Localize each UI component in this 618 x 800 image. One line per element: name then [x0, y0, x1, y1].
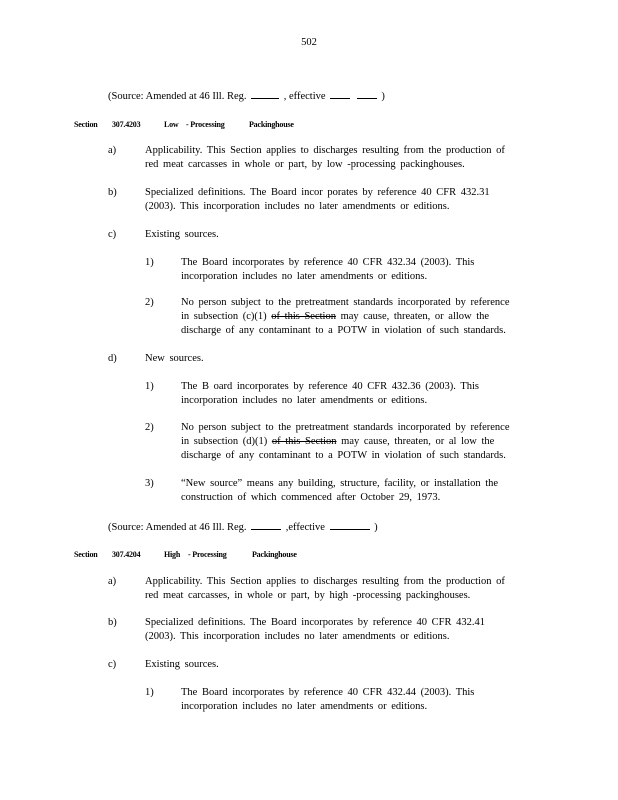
- subsection-label: c): [108, 229, 117, 240]
- section-title: Packinghouse: [249, 120, 294, 129]
- item-label: 3): [145, 478, 154, 489]
- paragraph-line: discharge of any contaminant to a POTW in violation of such standards.: [181, 325, 506, 336]
- paragraph-line: (2003). This incorporation includes no later amendments or editions.: [145, 201, 450, 212]
- subsection-label: a): [108, 145, 117, 156]
- paragraph-line: Existing sources.: [145, 659, 219, 670]
- struck-text: of this Section: [271, 436, 337, 447]
- section-number: 307.4203: [112, 120, 141, 129]
- paragraph-line: Specialized definitions. The Board incor porates by reference 40 CFR 432.31: [145, 187, 490, 198]
- page-number: 502: [301, 37, 317, 48]
- line-text: in subsection (d)(1): [181, 436, 268, 447]
- paragraph-line: [181, 435, 494, 449]
- blank-line: [330, 519, 370, 530]
- paragraph-line: discharge of any contaminant to a POTW in violation of such standards.: [181, 450, 506, 461]
- subsection-label: b): [108, 187, 117, 198]
- section-title: High: [164, 550, 181, 559]
- paragraph-line: New sources.: [145, 353, 204, 364]
- line-text: may cause, threaten, or allow the: [340, 311, 490, 322]
- source-effective: ,effective: [285, 522, 325, 533]
- struck-text: of this Section: [271, 311, 336, 322]
- paragraph-line: incorporation includes no later amendments or editions.: [181, 395, 428, 406]
- blank-line: [357, 88, 377, 99]
- paragraph-line: red meat carcasses, in whole or part, by high -processing packinghouses.: [145, 590, 471, 601]
- paragraph-line: construction of which commenced after October 29, 1973.: [181, 492, 441, 503]
- paragraph-line: “New source” means any building, structure, facility, or installation the: [181, 478, 499, 489]
- subsection-label: b): [108, 617, 117, 628]
- section-title: - Processing: [186, 120, 225, 129]
- item-label: 2): [145, 297, 154, 308]
- blank-line: [251, 88, 279, 99]
- line-text: may cause, threaten, or al low the: [341, 436, 495, 447]
- paragraph-line: incorporation includes no later amendments or editions.: [181, 701, 428, 712]
- item-label: 1): [145, 381, 154, 392]
- section-label: Section: [74, 550, 98, 559]
- source-effective: , effective: [283, 91, 326, 102]
- paragraph-line: [181, 310, 489, 324]
- source-prefix: (Source: Amended at 46 Ill. Reg.: [108, 522, 247, 533]
- paragraph-line: The Board incorporates by reference 40 CFR 432.34 (2003). This: [181, 257, 475, 268]
- source-prefix: (Source: Amended at 46 Ill. Reg.: [108, 91, 247, 102]
- section-title: Packinghouse: [252, 550, 297, 559]
- paragraph-line: The B oard incorporates by reference 40 CFR 432.36 (2003). This: [181, 381, 479, 392]
- section-title: Low: [164, 120, 179, 129]
- source-note: [108, 519, 378, 535]
- paragraph-line: Applicability. This Section applies to discharges resulting from the production of: [145, 145, 505, 156]
- paragraph-line: No person subject to the pretreatment standards incorporated by reference: [181, 297, 510, 308]
- paragraph-line: red meat carcasses in whole or part, by low -processing packinghouses.: [145, 159, 465, 170]
- subsection-label: c): [108, 659, 117, 670]
- source-close: ): [374, 522, 378, 533]
- item-label: 2): [145, 422, 154, 433]
- paragraph-line: The Board incorporates by reference 40 CFR 432.44 (2003). This: [181, 687, 475, 698]
- paragraph-line: Specialized definitions. The Board incorporates by reference 40 CFR 432.41: [145, 617, 486, 628]
- blank-line: [251, 519, 281, 530]
- section-number: 307.4204: [112, 550, 141, 559]
- source-close: ): [381, 91, 385, 102]
- subsection-label: d): [108, 353, 117, 364]
- paragraph-line: No person subject to the pretreatment standards incorporated by reference: [181, 422, 510, 433]
- paragraph-line: incorporation includes no later amendments or editions.: [181, 271, 428, 282]
- source-note: [108, 88, 385, 104]
- section-label: Section: [74, 120, 98, 129]
- paragraph-line: (2003). This incorporation includes no later amendments or editions.: [145, 631, 450, 642]
- paragraph-line: Existing sources.: [145, 229, 219, 240]
- section-title: - Processing: [188, 550, 227, 559]
- subsection-label: a): [108, 576, 117, 587]
- item-label: 1): [145, 687, 154, 698]
- paragraph-line: Applicability. This Section applies to discharges resulting from the production of: [145, 576, 505, 587]
- blank-line: [330, 88, 350, 99]
- item-label: 1): [145, 257, 154, 268]
- line-text: in subsection (c)(1): [181, 311, 267, 322]
